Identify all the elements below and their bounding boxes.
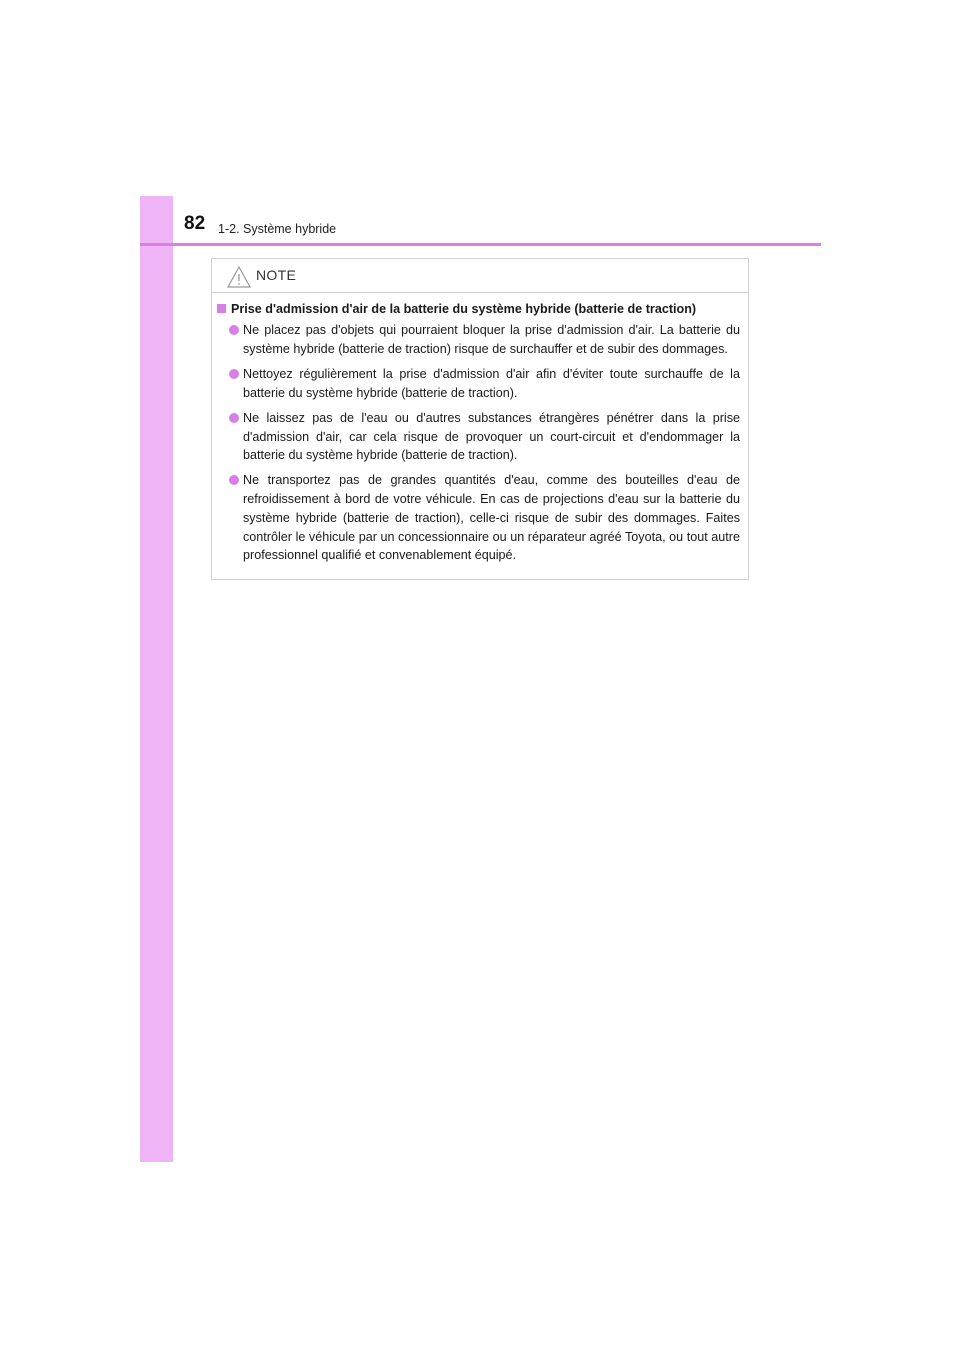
- list-item: [229, 321, 740, 358]
- list-item: [229, 409, 740, 465]
- note-subheading-text: Prise d'admission d'air de la batterie du système hybride (batterie de traction): [231, 302, 697, 316]
- note-box: [211, 258, 749, 580]
- note-label: NOTE: [256, 267, 297, 283]
- bullet-dot-icon: [229, 325, 239, 335]
- header-rule: [140, 243, 821, 246]
- bullet-dot-icon: [229, 475, 239, 485]
- note-divider: [212, 292, 748, 293]
- list-item-text: Ne placez pas d'objets qui pourraient bloquer la prise d'admission d'air. La batterie du système hybride (batterie de traction) risque de surchauffer et de subir des dommages.: [243, 323, 740, 356]
- note-bullet-list: [229, 321, 740, 571]
- list-item-text: Nettoyez régulièrement la prise d'admission d'air afin d'éviter toute surchauffe de la batterie du système hybride (batterie de traction).: [243, 366, 740, 400]
- list-item: [229, 365, 740, 402]
- list-item-text: Ne laissez pas de l'eau ou d'autres substances étrangères pénétrer dans la prise d'admission d'air, car cela risque de provoquer un court-circuit et d'endommager la batterie du système hybride (batterie de traction).: [243, 410, 740, 463]
- note-subheading: [217, 299, 740, 319]
- bullet-dot-icon: [229, 369, 239, 379]
- page-number: 82: [184, 213, 206, 234]
- bullet-dot-icon: [229, 413, 239, 423]
- list-item: [229, 471, 740, 565]
- section-title: 1-2. Système hybride: [218, 222, 337, 236]
- warning-triangle-icon: [226, 265, 252, 289]
- chapter-side-tab: [140, 196, 173, 1162]
- square-bullet-icon: [217, 304, 226, 313]
- list-item-text: Ne transportez pas de grandes quantités d'eau, comme des bouteilles d'eau de refroidissement à bord de votre véhicule. En cas de projections d'eau sur la batterie du système hybride (batterie de traction), celle-ci risque de subir des dommages. Faites contrôler le véhicule par un concessionnaire ou un réparateur agréé Toyota, ou tout autre professionnel qualifié et convenablement équipé.: [243, 473, 740, 563]
